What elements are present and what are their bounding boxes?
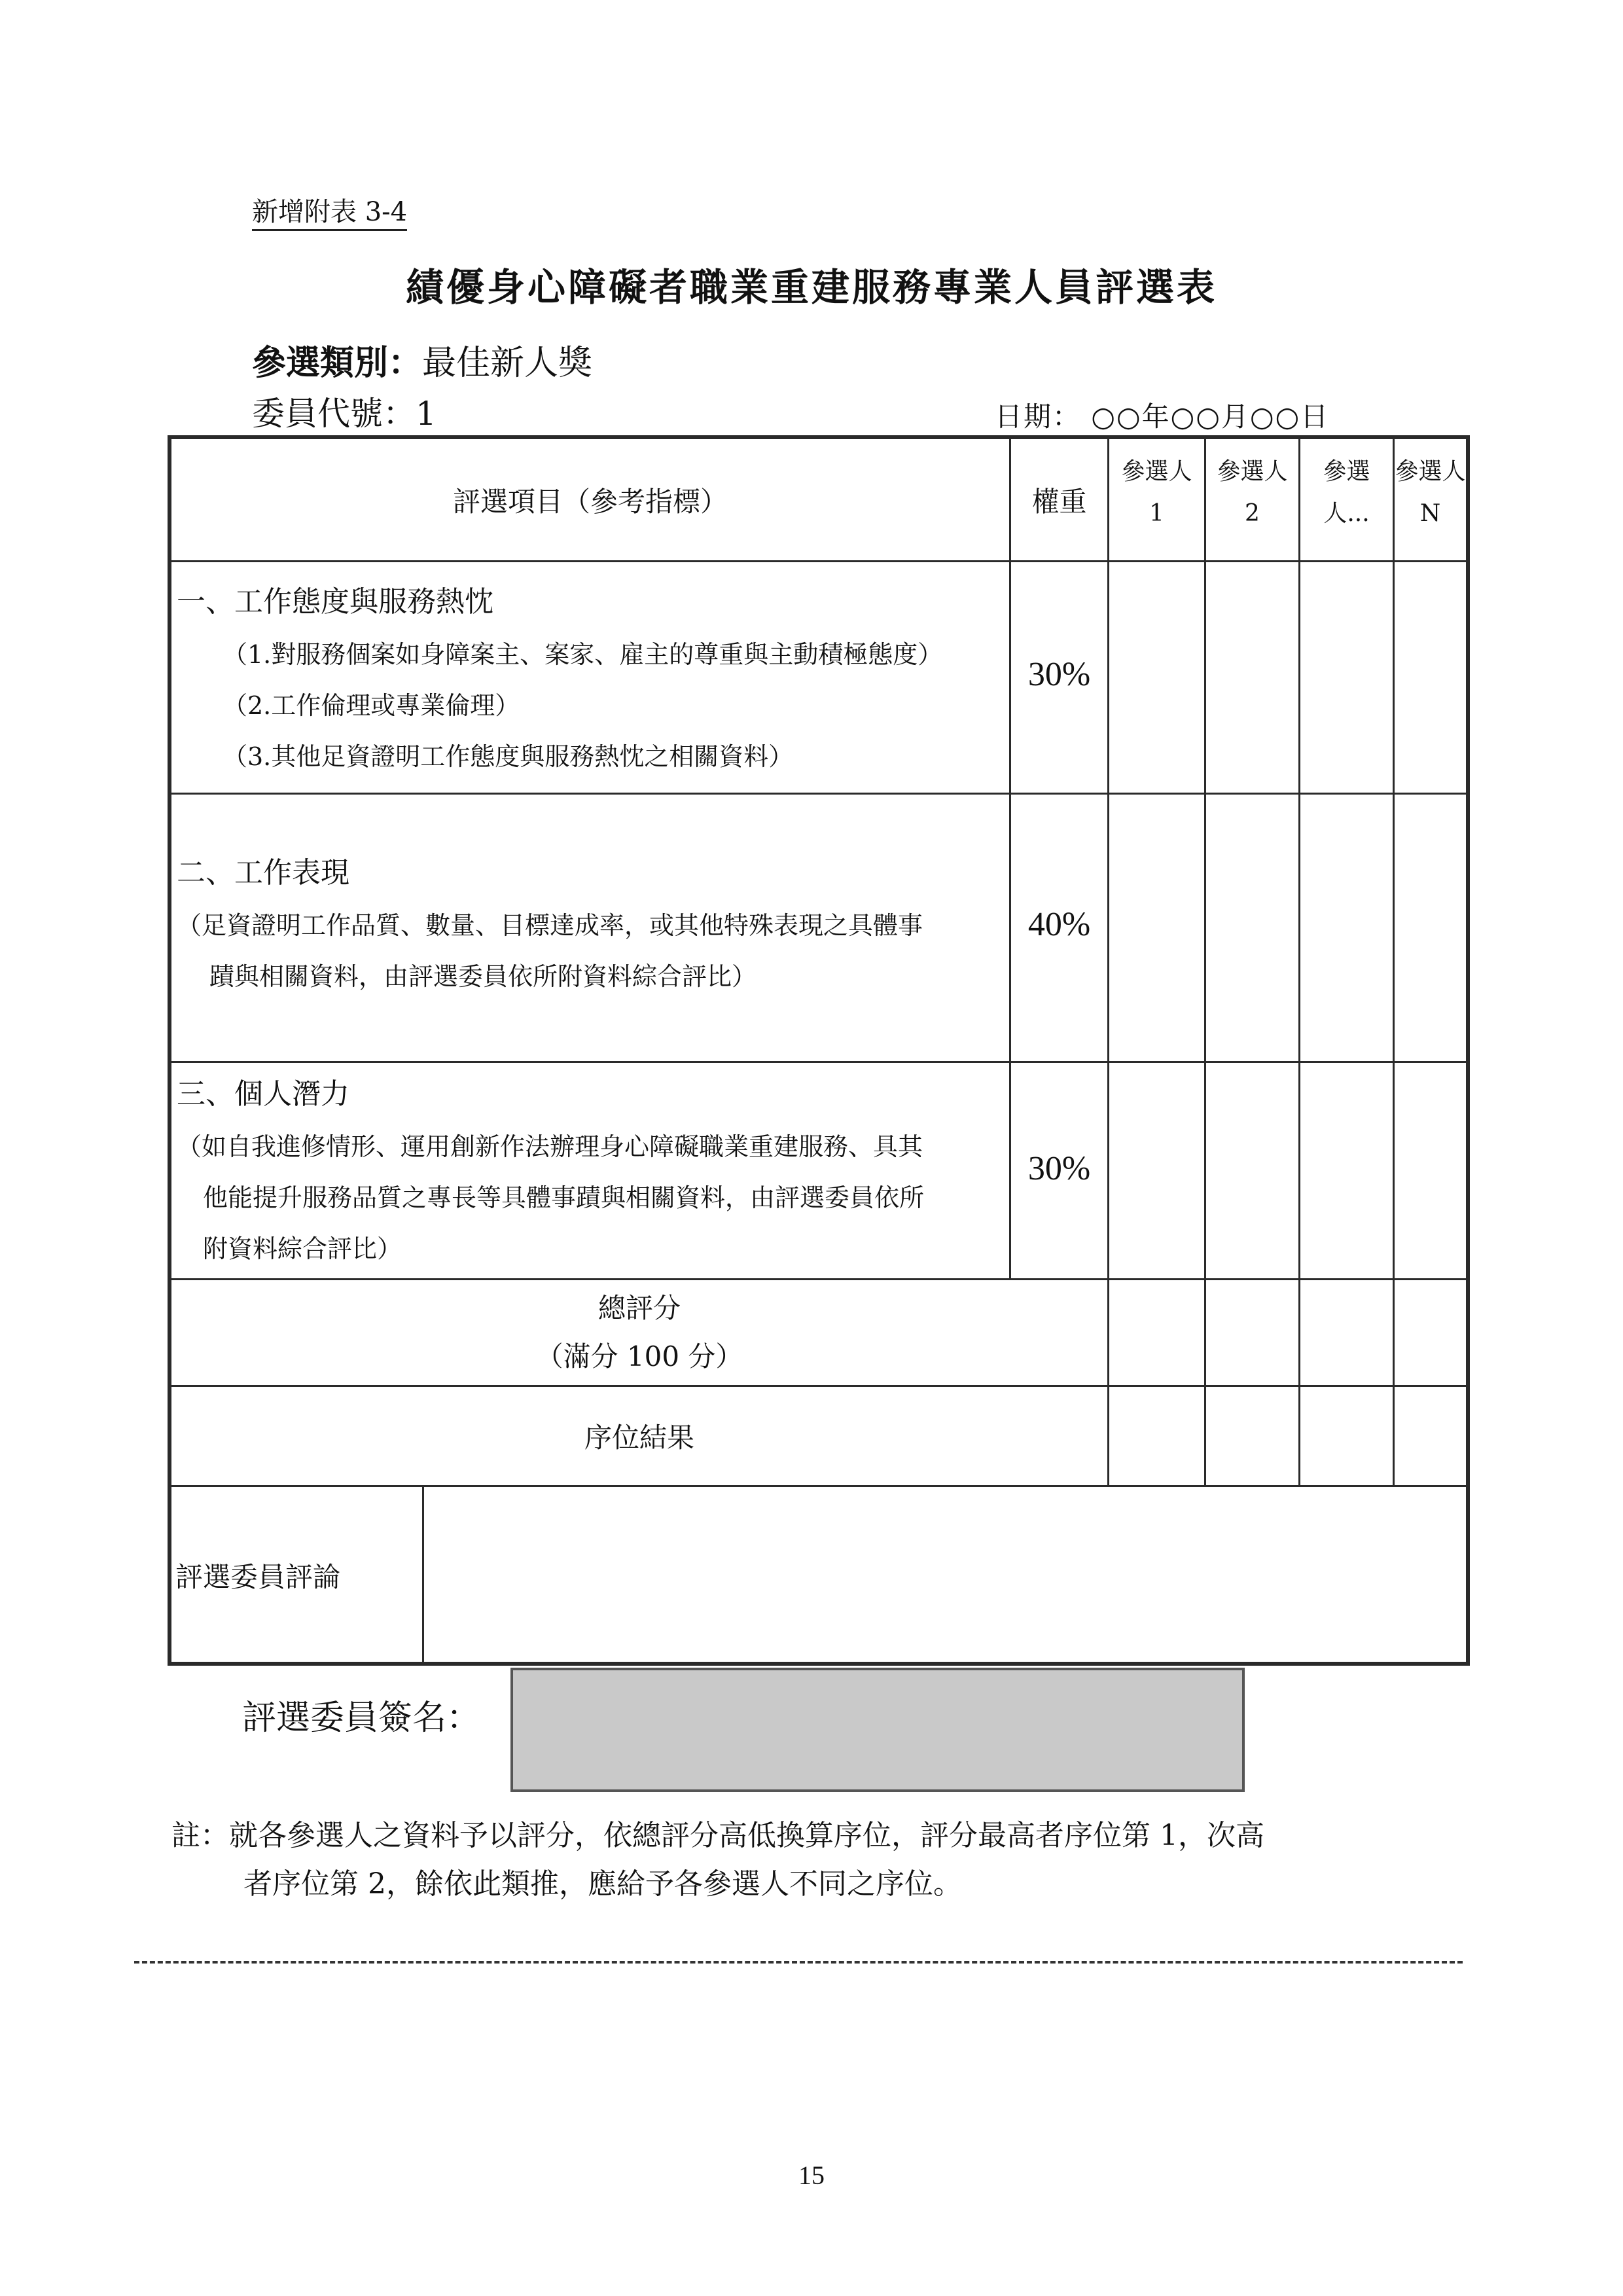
criterion-weight: 30% xyxy=(1027,656,1091,693)
criterion-title: 一、工作態度與服務熱忱 xyxy=(177,585,493,619)
candidate-number: 2 xyxy=(1245,500,1260,527)
table-row-divider xyxy=(171,793,1466,795)
criterion-weight: 30% xyxy=(1027,1150,1091,1187)
column-header-candidate xyxy=(1109,451,1204,535)
candidate-label: 參選人 xyxy=(1395,458,1466,485)
footnote xyxy=(171,1812,1467,1909)
candidate-label: 參選人 xyxy=(1121,458,1192,485)
form-reference: 新增附表 3-4 xyxy=(252,195,407,231)
criterion-title: 二、工作表現 xyxy=(177,856,349,889)
column-header-candidate xyxy=(1395,451,1466,535)
column-header-candidate xyxy=(1206,451,1298,535)
date-line xyxy=(995,395,1329,435)
criterion-item xyxy=(177,575,1008,782)
page-title: 績優身心障礙者職業重建服務專業人員評選表 xyxy=(405,265,1217,310)
criterion-line: （2.工作倫理或專業倫理） xyxy=(223,691,520,720)
criterion-item xyxy=(177,1067,1008,1274)
footnote-line: 者序位第 2，餘依此類推，應給予各參選人不同之序位。 xyxy=(243,1867,962,1901)
candidate-label: 參選人 xyxy=(1217,458,1288,485)
criterion-line: 附資料綜合評比） xyxy=(203,1234,402,1263)
evaluation-table xyxy=(168,435,1470,1666)
criterion-line: （1.對服務個案如身障案主、案家、雇主的尊重與主動積極態度） xyxy=(223,640,943,669)
signature-label: 評選委員簽名： xyxy=(242,1698,481,1738)
column-header-weight: 權重 xyxy=(1031,485,1087,518)
criterion-line: （足資證明工作品質、數量、目標達成率，或其他特殊表現之具體事 xyxy=(177,911,923,940)
total-score-label xyxy=(171,1280,1107,1385)
table-row-divider xyxy=(171,1061,1466,1063)
category-line xyxy=(252,335,592,384)
total-score-title: 總評分 xyxy=(597,1292,681,1324)
table-row-divider xyxy=(171,560,1466,562)
total-score-subtitle: （滿分 100 分） xyxy=(535,1340,743,1372)
table-col-divider xyxy=(1107,439,1109,1485)
page-number: 15 xyxy=(798,2161,825,2190)
criterion-line: （3.其他足資證明工作態度與服務熱忱之相關資料） xyxy=(223,742,794,771)
cut-line-divider xyxy=(134,1961,1463,1964)
date-value: ○○年○○月○○日 xyxy=(1091,401,1330,433)
member-label: 委員代號： xyxy=(252,395,416,433)
comment-label: 評選委員評論 xyxy=(175,1560,341,1593)
criterion-line: 他能提升服務品質之專長等具體事蹟與相關資料，由評選委員依所 xyxy=(203,1183,925,1212)
signature-field-redacted[interactable] xyxy=(510,1668,1245,1792)
table-col-divider xyxy=(1298,439,1300,1485)
footnote-line: 註：就各參選人之資料予以評分，依總評分高低換算序位，評分最高者序位第 1，次高 xyxy=(171,1819,1264,1852)
table-col-divider xyxy=(1204,439,1206,1485)
member-line xyxy=(252,387,437,435)
candidate-label: 參選 xyxy=(1323,458,1370,485)
column-header-candidate xyxy=(1300,451,1393,535)
criterion-line: 蹟與相關資料，由評選委員依所附資料綜合評比） xyxy=(209,962,757,991)
table-col-divider xyxy=(1393,439,1395,1485)
candidate-number: N xyxy=(1419,500,1441,527)
ranking-label: 序位結果 xyxy=(584,1422,694,1454)
criterion-title: 三、個人潛力 xyxy=(177,1077,349,1111)
date-label: 日期： xyxy=(995,401,1082,433)
column-header-item: 評選項目（參考指標） xyxy=(452,485,728,518)
candidate-number: 人... xyxy=(1323,500,1370,527)
category-value: 最佳新人獎 xyxy=(422,344,593,383)
member-value: 1 xyxy=(416,395,437,433)
criterion-item xyxy=(177,846,1008,1002)
candidate-number: 1 xyxy=(1149,500,1164,527)
comment-field[interactable] xyxy=(424,1487,1466,1663)
criterion-line: （如自我進修情形、運用創新作法辦理身心障礙職業重建服務、具其 xyxy=(177,1132,923,1161)
category-label: 參選類別： xyxy=(252,343,423,383)
criterion-weight: 40% xyxy=(1027,906,1091,943)
